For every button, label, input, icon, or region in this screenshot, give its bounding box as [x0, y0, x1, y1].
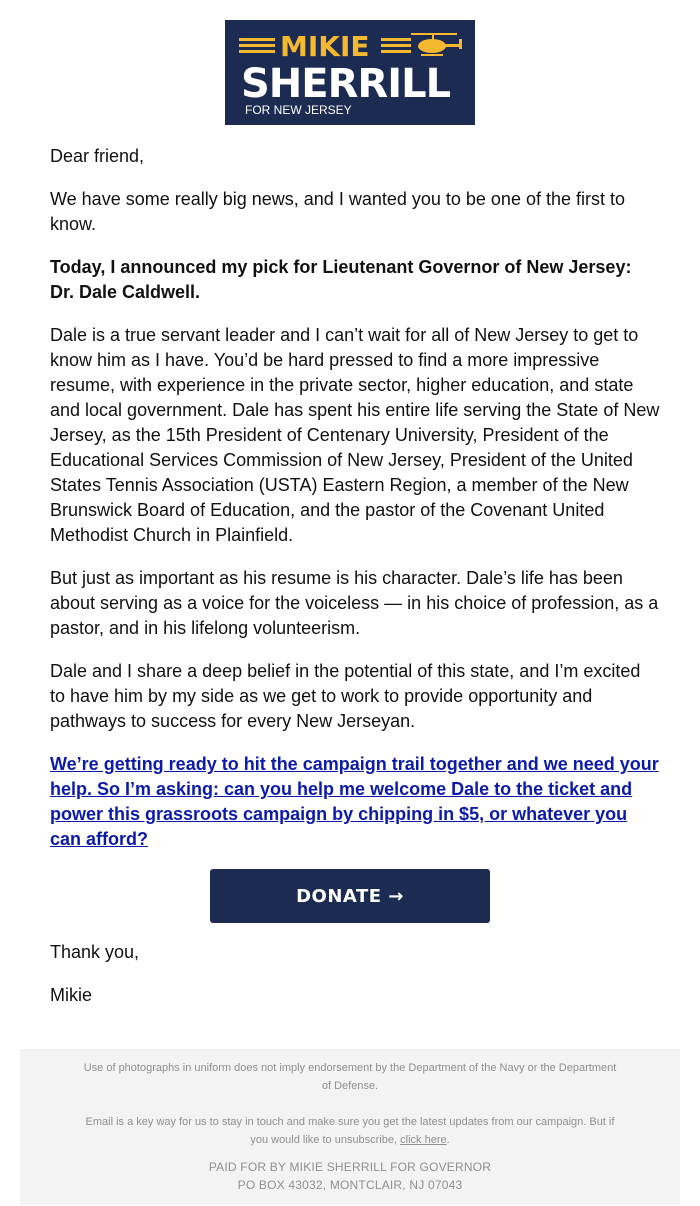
logo-line-1: MIKIE — [280, 30, 370, 63]
speed-lines-left — [239, 38, 275, 53]
unsubscribe-link[interactable]: click here — [400, 1134, 447, 1146]
greeting: Dear friend, — [50, 146, 145, 166]
mailing-address: PO BOX 43032, MONTCLAIR, NJ 07043 — [237, 1178, 463, 1192]
donate-button-label: DONATE → — [296, 885, 404, 907]
cta-paragraph — [50, 752, 660, 852]
speed-lines-right — [381, 38, 411, 53]
unsubscribe-period: . — [446, 1134, 450, 1146]
donate-cta-link[interactable]: We’re getting ready to hit the campaign trail together and we need your help. So I’m asking: can you help me welcome Dale to the ticket and power this grassroots campaign by chipping in $5, or whatever you can afford? — [50, 754, 659, 849]
unsubscribe-text: Email is a key way for us to stay in touch and make sure you get the latest updates from our campaign. But if you would like to unsubscribe, — [85, 1116, 615, 1146]
footer-disclaimer: Use of photographs in uniform does not imply endorsement by the Department of the Navy or the Department of Defense. — [83, 1062, 617, 1092]
logo-line-3: FOR NEW JERSEY — [245, 103, 352, 117]
logo-line-2: SHERRILL — [241, 61, 451, 107]
closing: Thank you, — [50, 942, 140, 962]
helicopter-icon — [411, 33, 462, 56]
announcement-paragraph: Today, I announced my pick for Lieutenant Governor of New Jersey: Dr. Dale Caldwell. — [50, 257, 632, 302]
email-body — [50, 144, 660, 870]
donate-button[interactable] — [210, 869, 490, 923]
paid-for-line: PAID FOR BY MIKIE SHERRILL FOR GOVERNOR — [208, 1160, 492, 1174]
email-footer — [20, 1049, 680, 1205]
footer-unsubscribe-text — [80, 1113, 620, 1149]
paragraph-resume: Dale is a true servant leader and I can’t wait for all of New Jersey to get to know him as I have. You’d be hard pressed to find a more impressive resume, with experience in the private sector, higher education, and state and local government. Dale has spent his entire life serving the State of New Jersey, as the 15th President of Centenary University, President of the Educational Services Commission of New Jersey, President of the United States Tennis Association (USTA) Eastern Region, a member of the New Brunswick Board of Education, and the pastor of the Covenant United Methodist Church in Plainfield. — [50, 325, 660, 545]
campaign-logo — [225, 20, 475, 125]
paragraph-belief: Dale and I share a deep belief in the potential of this state, and I’m excited to have him by my side as we get to work to provide opportunity and pathways to success for every New Jerseyan. — [50, 661, 641, 731]
paragraph-character: But just as important as his resume is his character. Dale’s life has been about serving as a voice for the voiceless — in his choice of profession, as a pastor, and in his lifelong volunteerism. — [50, 568, 659, 638]
paragraph-intro: We have some really big news, and I wanted you to be one of the first to know. — [50, 189, 625, 234]
signature: Mikie — [50, 985, 93, 1005]
campaign-logo-graphic — [225, 20, 475, 125]
